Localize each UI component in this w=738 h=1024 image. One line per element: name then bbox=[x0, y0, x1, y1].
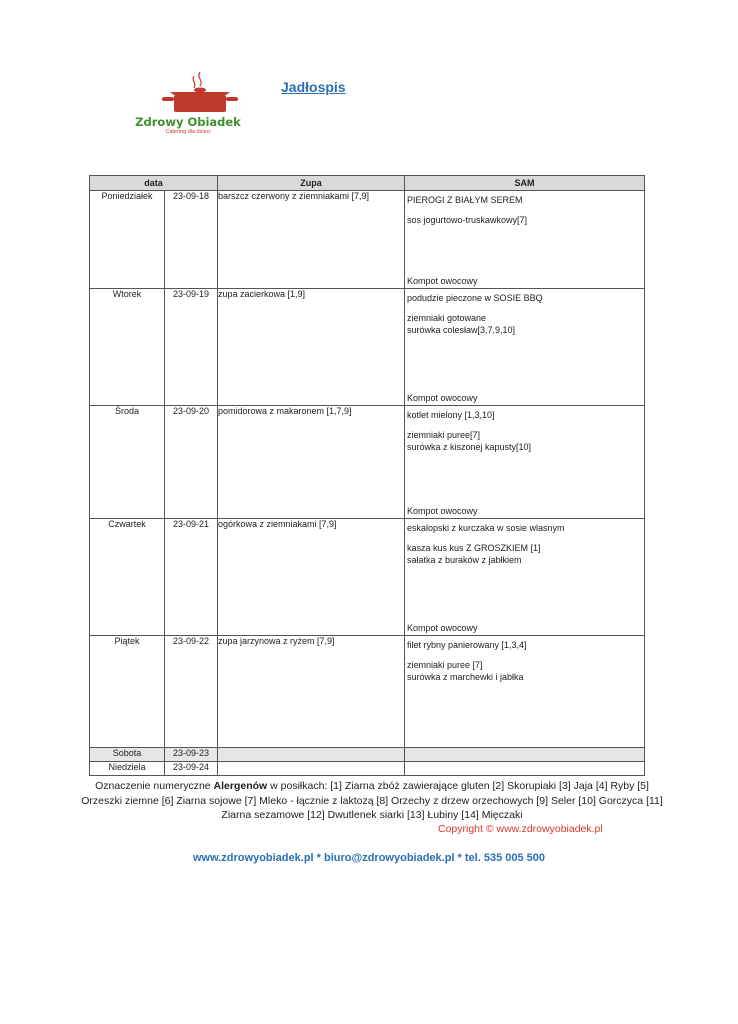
soup-cell: pomidorowa z makaronem [1,7,9] bbox=[218, 406, 405, 519]
dish-line: PIEROGI Z BIAŁYM SEREM bbox=[407, 195, 523, 205]
dish-line: sałatka z buraków z jabłkiem bbox=[407, 555, 522, 565]
day-name: Niedziela bbox=[90, 762, 165, 776]
contact-line[interactable]: www.zdrowyobiadek.pl * biuro@zdrowyobiadek.pl * tel. 535 005 500 bbox=[192, 852, 546, 864]
day-date: 23-09-24 bbox=[165, 762, 218, 776]
drink-line: Kompot owocowy bbox=[407, 623, 478, 633]
copyright-text: Copyright © www.zdrowyobiadek.pl bbox=[438, 823, 603, 835]
header-sam: SAM bbox=[405, 176, 645, 191]
menu-table bbox=[89, 175, 645, 776]
dish-line: ziemniaki puree[7] bbox=[407, 430, 481, 440]
table-row bbox=[90, 289, 645, 406]
day-name: Piątek bbox=[90, 636, 165, 748]
dish-line: kasza kus kus Z GROSZKIEM [1] bbox=[407, 543, 541, 553]
table-row bbox=[90, 406, 645, 519]
soup-cell: ogórkowa z ziemniakami [7,9] bbox=[218, 519, 405, 636]
legend-rest: w posiłkach: [1] Ziarna zbóż zawierające gluten [2] Skorupiaki [3] Jaja [4] Ryby [5] Orzeszki ziemne [6] Ziarna sojowe [7] Mleko - łącznie z laktozą [8] Orzechy z drzew orzechowych [9] Seler [10] Gorczyca [11] Ziarna sezamowe [12] Dwutlenek siarki [13] Łubiny [14] Mięczaki bbox=[81, 780, 663, 821]
soup-cell: zupa zacierkowa [1,9] bbox=[218, 289, 405, 406]
main-dish-cell bbox=[405, 289, 645, 406]
main-dish-cell bbox=[405, 191, 645, 289]
table-header-row bbox=[90, 176, 645, 191]
drink-line: Kompot owocowy bbox=[407, 506, 478, 516]
dish-line: podudzie pieczone w SOSIE BBQ bbox=[407, 293, 543, 303]
drink-line: Kompot owocowy bbox=[407, 393, 478, 403]
main-dish-cell bbox=[405, 762, 645, 776]
soup-cell bbox=[218, 748, 405, 762]
main-dish-cell bbox=[405, 519, 645, 636]
page-title: Jadłospis bbox=[281, 79, 346, 95]
dish-line: ziemniaki puree [7] bbox=[407, 660, 483, 670]
day-name: Czwartek bbox=[90, 519, 165, 636]
dish-line: surówka z marchewki i jabłka bbox=[407, 672, 524, 682]
logo-tagline: Catering dla dzieci bbox=[165, 129, 211, 135]
dish-line: filet rybny panierowany [1,3,4] bbox=[407, 640, 527, 650]
dish-line: surówka z kiszonej kapusty[10] bbox=[407, 442, 532, 452]
dish-line: eskalopski z kurczaka w sosie wlasnym bbox=[407, 523, 565, 533]
soup-cell bbox=[218, 762, 405, 776]
day-name: Wtorek bbox=[90, 289, 165, 406]
header-data: data bbox=[90, 176, 218, 191]
soup-cell: zupa jarzynowa z ryżem [7,9] bbox=[218, 636, 405, 748]
day-date: 23-09-21 bbox=[165, 519, 218, 636]
day-date: 23-09-20 bbox=[165, 406, 218, 519]
dish-line: kotlet mielony [1,3,10] bbox=[407, 410, 495, 420]
allergen-legend bbox=[78, 779, 666, 823]
legend-bold: Alergenów bbox=[213, 780, 268, 792]
day-name: Sobota bbox=[90, 748, 165, 762]
soup-cell: barszcz czerwony z ziemniakami [7,9] bbox=[218, 191, 405, 289]
table-row bbox=[90, 519, 645, 636]
day-date: 23-09-22 bbox=[165, 636, 218, 748]
dish-line: ziemniaki gotowane bbox=[407, 313, 487, 323]
legend-prefix: Oznaczenie numeryczne bbox=[95, 780, 214, 792]
main-dish-cell bbox=[405, 636, 645, 748]
main-dish-cell bbox=[405, 748, 645, 762]
header-zupa: Zupa bbox=[218, 176, 405, 191]
day-date: 23-09-23 bbox=[165, 748, 218, 762]
day-date: 23-09-18 bbox=[165, 191, 218, 289]
dish-line: sos jogurtowo-truskawkowy[7] bbox=[407, 215, 528, 225]
day-name: Środa bbox=[90, 406, 165, 519]
dish-line: surówka colesław[3,7,9,10] bbox=[407, 325, 516, 335]
day-name: Poniedziałek bbox=[90, 191, 165, 289]
logo-name: Zdrowy Obiadek bbox=[135, 115, 241, 129]
day-date: 23-09-19 bbox=[165, 289, 218, 406]
table-row bbox=[90, 636, 645, 748]
table-row bbox=[90, 748, 645, 762]
table-row bbox=[90, 762, 645, 776]
table-row bbox=[90, 191, 645, 289]
drink-line: Kompot owocowy bbox=[407, 276, 478, 286]
main-dish-cell bbox=[405, 406, 645, 519]
